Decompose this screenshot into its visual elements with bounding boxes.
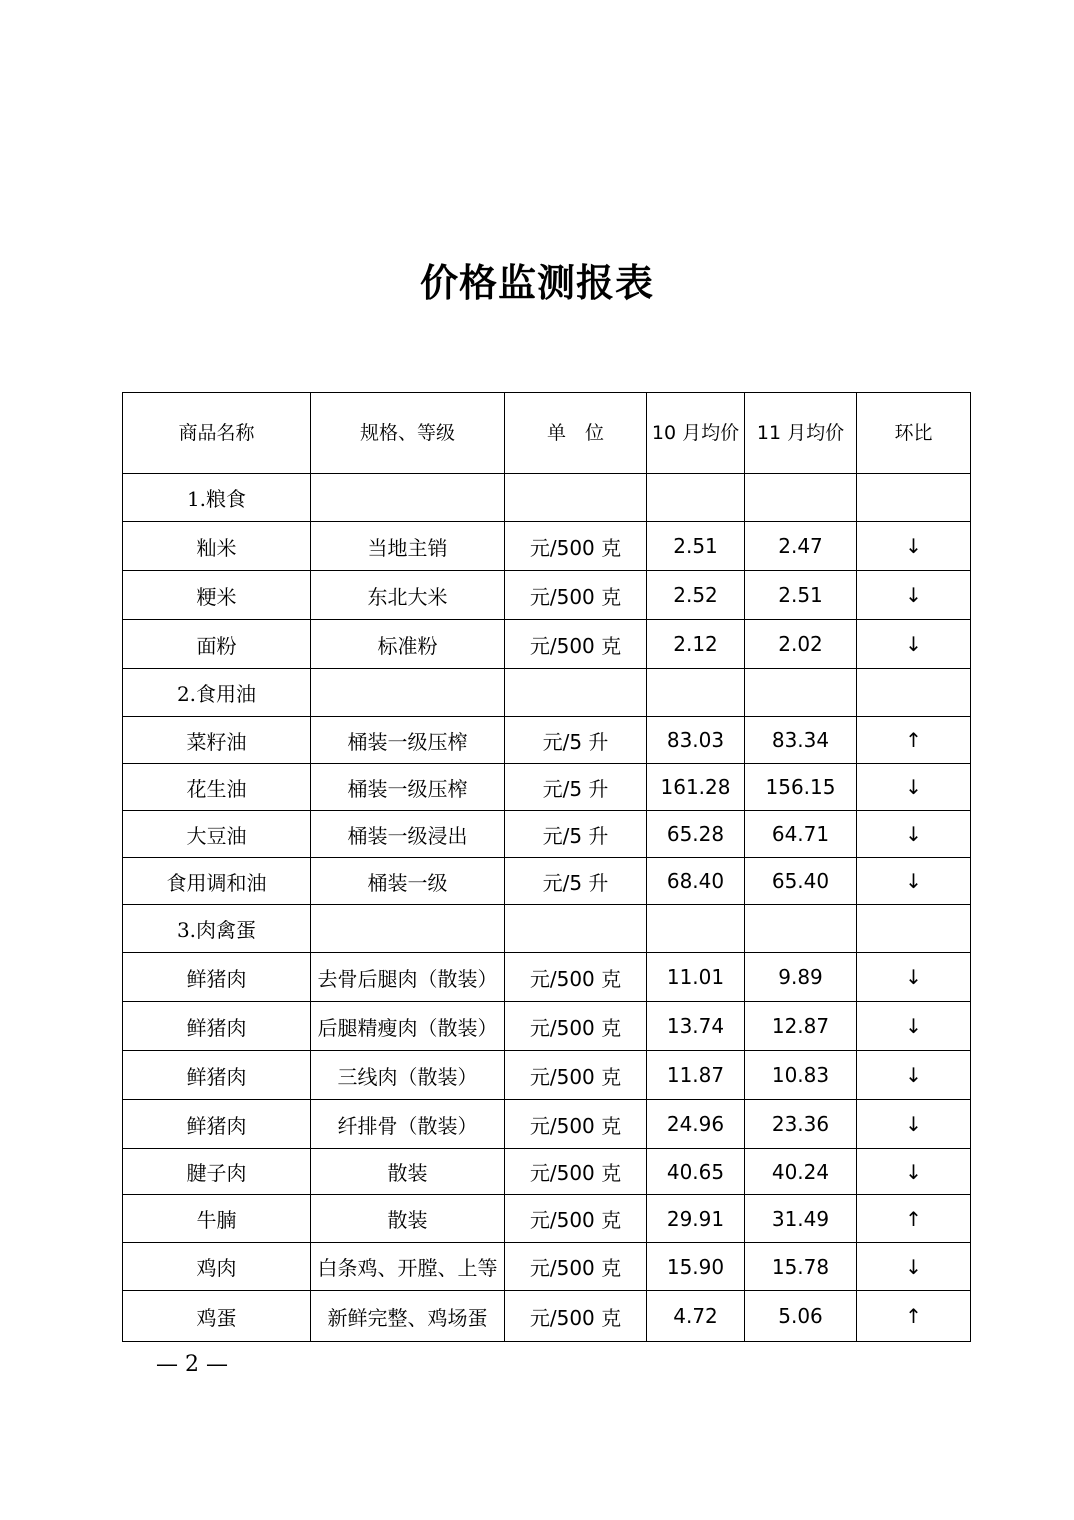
product-name: 鲜猪肉: [123, 1100, 311, 1149]
table-row: [123, 1243, 971, 1291]
price-november: 12.87: [745, 1002, 857, 1051]
page-number: — 2 —: [156, 1352, 228, 1377]
table-row: [123, 1100, 971, 1149]
price-october: 11.87: [647, 1051, 745, 1100]
price-november: 2.51: [745, 571, 857, 620]
price-october: 65.28: [647, 811, 745, 858]
table-row: [123, 1002, 971, 1051]
change-arrow: ↑: [857, 1195, 971, 1243]
unit-cell: [505, 669, 647, 717]
table-row: [123, 1149, 971, 1195]
nov-cell: [745, 669, 857, 717]
price-november: 156.15: [745, 764, 857, 811]
product-name: 面粉: [123, 620, 311, 669]
category-row: [123, 905, 971, 953]
page-title: 价格监测报表: [419, 260, 654, 305]
price-october: 83.03: [647, 717, 745, 764]
table-row: [123, 620, 971, 669]
price-november: 10.83: [745, 1051, 857, 1100]
product-name: 花生油: [123, 764, 311, 811]
table-row: [123, 764, 971, 811]
product-unit: 元/500 克: [505, 571, 647, 620]
change-arrow: ↓: [857, 1149, 971, 1195]
spec-cell: [311, 905, 505, 953]
product-spec: 去骨后腿肉（散装）: [311, 953, 505, 1002]
product-name: 大豆油: [123, 811, 311, 858]
change-arrow: ↓: [857, 522, 971, 571]
table-row: [123, 811, 971, 858]
product-unit: 元/500 克: [505, 620, 647, 669]
table-row: [123, 1291, 971, 1342]
product-spec: 桶装一级浸出: [311, 811, 505, 858]
price-november: 23.36: [745, 1100, 857, 1149]
change-arrow: ↓: [857, 1243, 971, 1291]
change-arrow: ↓: [857, 1100, 971, 1149]
product-name: 牛腩: [123, 1195, 311, 1243]
change-arrow: ↓: [857, 1051, 971, 1100]
product-spec: 纤排骨（散装）: [311, 1100, 505, 1149]
product-unit: 元/500 克: [505, 1100, 647, 1149]
change-arrow: ↓: [857, 571, 971, 620]
price-november: 31.49: [745, 1195, 857, 1243]
price-october: 15.90: [647, 1243, 745, 1291]
product-spec: 桶装一级压榨: [311, 717, 505, 764]
product-spec: 散装: [311, 1149, 505, 1195]
product-name: 粳米: [123, 571, 311, 620]
table-row: [123, 522, 971, 571]
change-arrow: ↓: [857, 953, 971, 1002]
unit-cell: [505, 474, 647, 522]
table-row: [123, 858, 971, 905]
price-november: 9.89: [745, 953, 857, 1002]
product-spec: 标准粉: [311, 620, 505, 669]
product-name: 食用调和油: [123, 858, 311, 905]
product-name: 鲜猪肉: [123, 1051, 311, 1100]
change-arrow: ↓: [857, 620, 971, 669]
price-october: 24.96: [647, 1100, 745, 1149]
product-unit: 元/500 克: [505, 1243, 647, 1291]
nov-cell: [745, 905, 857, 953]
oct-cell: [647, 474, 745, 522]
product-unit: 元/5 升: [505, 811, 647, 858]
product-unit: 元/5 升: [505, 764, 647, 811]
spec-cell: [311, 474, 505, 522]
change-cell: [857, 669, 971, 717]
product-unit: 元/5 升: [505, 717, 647, 764]
price-october: 161.28: [647, 764, 745, 811]
spec-cell: [311, 669, 505, 717]
col-header-unit: 单 位: [505, 393, 647, 474]
price-november: 83.34: [745, 717, 857, 764]
category-row: [123, 474, 971, 522]
product-unit: 元/500 克: [505, 1002, 647, 1051]
price-november: 65.40: [745, 858, 857, 905]
change-arrow: ↑: [857, 1291, 971, 1342]
product-unit: 元/500 克: [505, 1195, 647, 1243]
price-october: 11.01: [647, 953, 745, 1002]
change-arrow: ↓: [857, 811, 971, 858]
price-october: 29.91: [647, 1195, 745, 1243]
price-october: 2.52: [647, 571, 745, 620]
price-november: 64.71: [745, 811, 857, 858]
product-spec: 后腿精瘦肉（散装）: [311, 1002, 505, 1051]
price-october: 4.72: [647, 1291, 745, 1342]
category-name: 2.食用油: [123, 669, 311, 717]
product-spec: 桶装一级压榨: [311, 764, 505, 811]
oct-cell: [647, 905, 745, 953]
col-header-name: 商品名称: [123, 393, 311, 474]
price-october: 40.65: [647, 1149, 745, 1195]
price-october: 13.74: [647, 1002, 745, 1051]
category-name: 3.肉禽蛋: [123, 905, 311, 953]
price-november: 2.47: [745, 522, 857, 571]
price-october: 68.40: [647, 858, 745, 905]
price-november: 15.78: [745, 1243, 857, 1291]
product-unit: 元/500 克: [505, 1149, 647, 1195]
col-header-spec: 规格、等级: [311, 393, 505, 474]
product-unit: 元/5 升: [505, 858, 647, 905]
oct-cell: [647, 669, 745, 717]
product-spec: 白条鸡、开膛、上等: [311, 1243, 505, 1291]
product-name: 籼米: [123, 522, 311, 571]
category-name: 1.粮食: [123, 474, 311, 522]
nov-cell: [745, 474, 857, 522]
product-unit: 元/500 克: [505, 1051, 647, 1100]
change-arrow: ↓: [857, 1002, 971, 1051]
header-row: [123, 393, 971, 474]
change-cell: [857, 905, 971, 953]
product-spec: 东北大米: [311, 571, 505, 620]
col-header-oct: 10 月均价: [647, 393, 745, 474]
product-name: 鲜猪肉: [123, 1002, 311, 1051]
table-body: [123, 474, 971, 1342]
price-november: 40.24: [745, 1149, 857, 1195]
change-arrow: ↑: [857, 717, 971, 764]
category-row: [123, 669, 971, 717]
product-name: 菜籽油: [123, 717, 311, 764]
product-unit: 元/500 克: [505, 1291, 647, 1342]
product-name: 鸡蛋: [123, 1291, 311, 1342]
change-cell: [857, 474, 971, 522]
price-table: [122, 392, 971, 1342]
product-spec: 当地主销: [311, 522, 505, 571]
col-header-nov: 11 月均价: [745, 393, 857, 474]
table-row: [123, 571, 971, 620]
table-row: [123, 717, 971, 764]
table-row: [123, 953, 971, 1002]
product-name: 鲜猪肉: [123, 953, 311, 1002]
change-arrow: ↓: [857, 858, 971, 905]
price-october: 2.12: [647, 620, 745, 669]
unit-cell: [505, 905, 647, 953]
product-spec: 新鲜完整、鸡场蛋: [311, 1291, 505, 1342]
product-unit: 元/500 克: [505, 953, 647, 1002]
change-arrow: ↓: [857, 764, 971, 811]
table-row: [123, 1195, 971, 1243]
product-spec: 散装: [311, 1195, 505, 1243]
product-spec: 桶装一级: [311, 858, 505, 905]
table-row: [123, 1051, 971, 1100]
product-name: 腱子肉: [123, 1149, 311, 1195]
price-october: 2.51: [647, 522, 745, 571]
product-spec: 三线肉（散装）: [311, 1051, 505, 1100]
col-header-change: 环比: [857, 393, 971, 474]
price-november: 2.02: [745, 620, 857, 669]
product-unit: 元/500 克: [505, 522, 647, 571]
product-name: 鸡肉: [123, 1243, 311, 1291]
price-november: 5.06: [745, 1291, 857, 1342]
